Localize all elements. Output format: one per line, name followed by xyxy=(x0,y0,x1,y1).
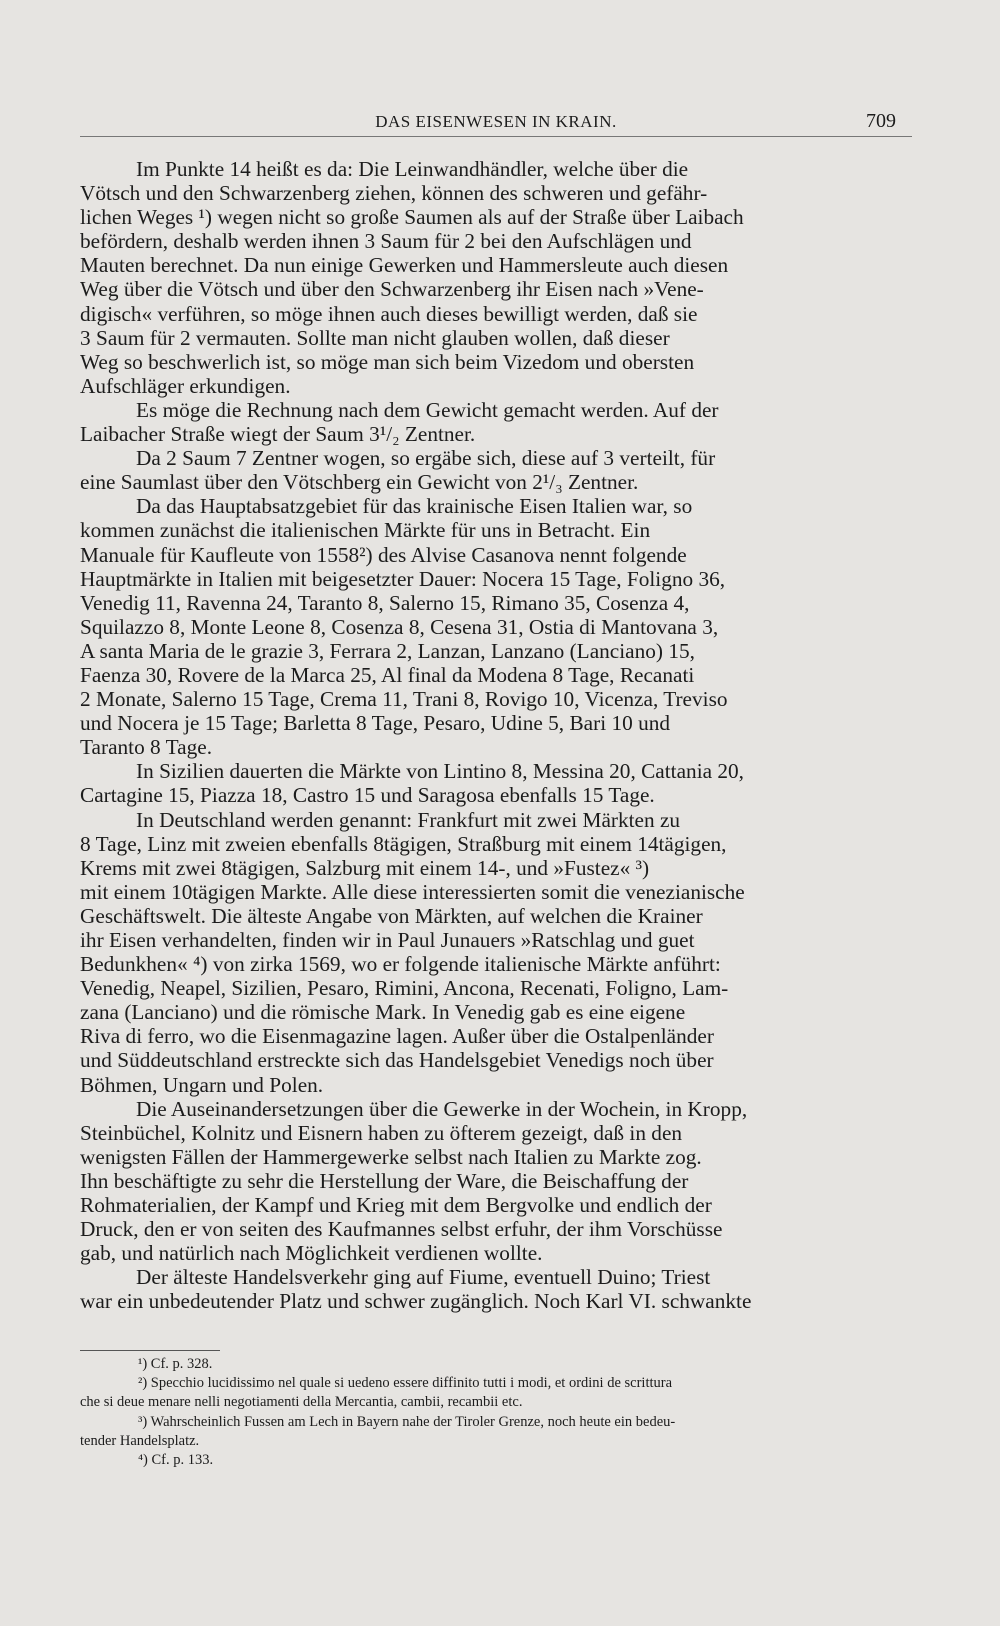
text-line: Venedig 11, Ravenna 24, Taranto 8, Salerno 15, Rimano 35, Cosenza 4, xyxy=(80,590,690,615)
text-line: Bedunkhen« ⁴) von zirka 1569, wo er folgende italienische Märkte anführt: xyxy=(80,952,721,977)
text-line: Ihn beschäftigte zu sehr die Herstellung der Ware, die Beischaffung der xyxy=(80,1168,689,1193)
text-line: Riva di ferro, wo die Eisenmagazine lagen. Außer über die Ostalpenländer xyxy=(80,1024,714,1049)
text-line: und Nocera je 15 Tage; Barletta 8 Tage, Pesaro, Udine 5, Bari 10 und xyxy=(80,711,671,736)
footnote-separator xyxy=(80,1350,220,1351)
text-line: Cartagine 15, Piazza 18, Castro 15 und Saragosa ebenfalls 15 Tage. xyxy=(80,783,655,808)
text-line: lichen Weges ¹) wegen nicht so große Saumen als auf der Straße über Laibach xyxy=(80,205,744,230)
text-line: befördern, deshalb werden ihnen 3 Saum für 2 bei den Aufschlägen und xyxy=(80,229,692,254)
footnote-line: tender Handelsplatz. xyxy=(80,1432,200,1449)
text-line: Steinbüchel, Kolnitz und Eisnern haben zu öfterem gezeigt, daß in den xyxy=(80,1120,683,1145)
text-line: Die Auseinandersetzungen über die Gewerke in der Wochein, in Kropp, xyxy=(136,1096,748,1121)
text-line: Weg über die Vötsch und über den Schwarzenberg ihr Eisen nach »Vene- xyxy=(80,277,704,302)
text-line: Es möge die Rechnung nach dem Gewicht gemacht werden. Auf der xyxy=(136,397,719,422)
text-line: wenigsten Fällen der Hammergewerke selbst nach Italien zu Markte zog. xyxy=(80,1144,702,1169)
text-line: Geschäftswelt. Die älteste Angabe von Märkten, auf welchen die Krainer xyxy=(80,903,703,928)
text-line: 3 Saum für 2 vermauten. Sollte man nicht glauben wollen, daß dieser xyxy=(80,325,670,350)
text-line: Böhmen, Ungarn und Polen. xyxy=(80,1072,324,1097)
text-line: A santa Maria de le grazie 3, Ferrara 2, Lanzan, Lanzano (Lanciano) 15, xyxy=(80,638,695,663)
text-line: Laibacher Straße wiegt der Saum 3¹/₂ Zentner. xyxy=(80,422,476,447)
text-line: Aufschläger erkundigen. xyxy=(80,373,291,398)
text-line: Weg so beschwerlich ist, so möge man sich beim Vizedom und obersten xyxy=(80,349,695,374)
footnote-line: ²) Specchio lucidissimo nel quale si uedeno essere diffinito tutti i modi, et ordini de scrittura xyxy=(138,1375,673,1392)
text-line: Da 2 Saum 7 Zentner wogen, so ergäbe sich, diese auf 3 verteilt, für xyxy=(136,446,716,471)
text-line: digisch« verführen, so möge ihnen auch dieses bewilligt werden, daß sie xyxy=(80,301,698,326)
text-line: Venedig, Neapel, Sizilien, Pesaro, Rimini, Ancona, Recenati, Foligno, Lam- xyxy=(80,976,729,1001)
footnote-line: che si deue menare nelli negotiamenti della Mercantia, cambii, recambii etc. xyxy=(80,1394,523,1411)
text-line: eine Saumlast über den Vötschberg ein Gewicht von 2¹/₃ Zentner. xyxy=(80,470,639,495)
text-line: Mauten berechnet. Da nun einige Gewerken und Hammersleute auch diesen xyxy=(80,253,729,278)
text-line: 8 Tage, Linz mit zweien ebenfalls 8tägigen, Straßburg mit einem 14tägigen, xyxy=(80,831,727,856)
text-line: mit einem 10tägigen Markte. Alle diese interessierten somit die venezianische xyxy=(80,879,745,904)
text-line: Druck, den er von seiten des Kaufmannes selbst erfuhr, der ihm Vorschüsse xyxy=(80,1217,723,1242)
footnote-line: ³) Wahrscheinlich Fussen am Lech in Bayern nahe der Tiroler Grenze, noch heute ein bedeu- xyxy=(138,1413,676,1430)
text-line: In Deutschland werden genannt: Frankfurt mit zwei Märkten zu xyxy=(136,807,681,832)
page-number: 709 xyxy=(866,110,896,132)
text-line: 2 Monate, Salerno 15 Tage, Crema 11, Trani 8, Rovigo 10, Vicenza, Treviso xyxy=(80,687,728,712)
text-line: Rohmaterialien, der Kampf und Krieg mit dem Bergvolke und endlich der xyxy=(80,1193,712,1218)
footnote-line: ¹) Cf. p. 328. xyxy=(138,1356,213,1372)
text-line: In Sizilien dauerten die Märkte von Lintino 8, Messina 20, Cattania 20, xyxy=(136,759,745,784)
page-header xyxy=(80,106,912,137)
text-line: Manuale für Kaufleute von 1558²) des Alvise Casanova nennt folgende xyxy=(80,542,687,567)
footnotes xyxy=(80,1355,912,1470)
running-title: DAS EISENWESEN IN KRAIN. xyxy=(375,112,617,131)
text-line: zana (Lanciano) und die römische Mark. In Venedig gab es eine eigene xyxy=(80,1000,686,1025)
text-line: und Süddeutschland erstreckte sich das Handelsgebiet Venedigs noch über xyxy=(80,1048,714,1073)
text-line: Vötsch und den Schwarzenberg ziehen, können des schweren und gefähr- xyxy=(80,181,708,206)
text-line: Taranto 8 Tage. xyxy=(80,735,213,760)
text-line: Der älteste Handelsverkehr ging auf Fiume, eventuell Duino; Triest xyxy=(136,1265,711,1290)
text-line: Faenza 30, Rovere de la Marca 25, Al final da Modena 8 Tage, Recanati xyxy=(80,662,695,687)
text-line: gab, und natürlich nach Möglichkeit verdienen wollte. xyxy=(80,1241,543,1266)
text-line: Squilazzo 8, Monte Leone 8, Cosenza 8, Cesena 31, Ostia di Mantovana 3, xyxy=(80,614,719,639)
text-line: Krems mit zwei 8tägigen, Salzburg mit einem 14-, und »Fustez« ³) xyxy=(80,855,650,880)
main-text xyxy=(80,157,912,1314)
footnote-line: ⁴) Cf. p. 133. xyxy=(138,1451,214,1468)
text-line: ihr Eisen verhandelten, finden wir in Paul Junauers »Ratschlag und guet xyxy=(80,928,695,952)
text-line: Da das Hauptabsatzgebiet für das krainische Eisen Italien war, so xyxy=(136,494,693,519)
text-line: Hauptmärkte in Italien mit beigesetzter Dauer: Nocera 15 Tage, Foligno 36, xyxy=(80,566,726,591)
text-line: kommen zunächst die italienischen Märkte für uns in Betracht. Ein xyxy=(80,518,651,543)
text-line: war ein unbedeutender Platz und schwer zugänglich. Noch Karl VI. schwankte xyxy=(80,1289,752,1314)
text-line: Im Punkte 14 heißt es da: Die Leinwandhändler, welche über die xyxy=(136,157,689,181)
